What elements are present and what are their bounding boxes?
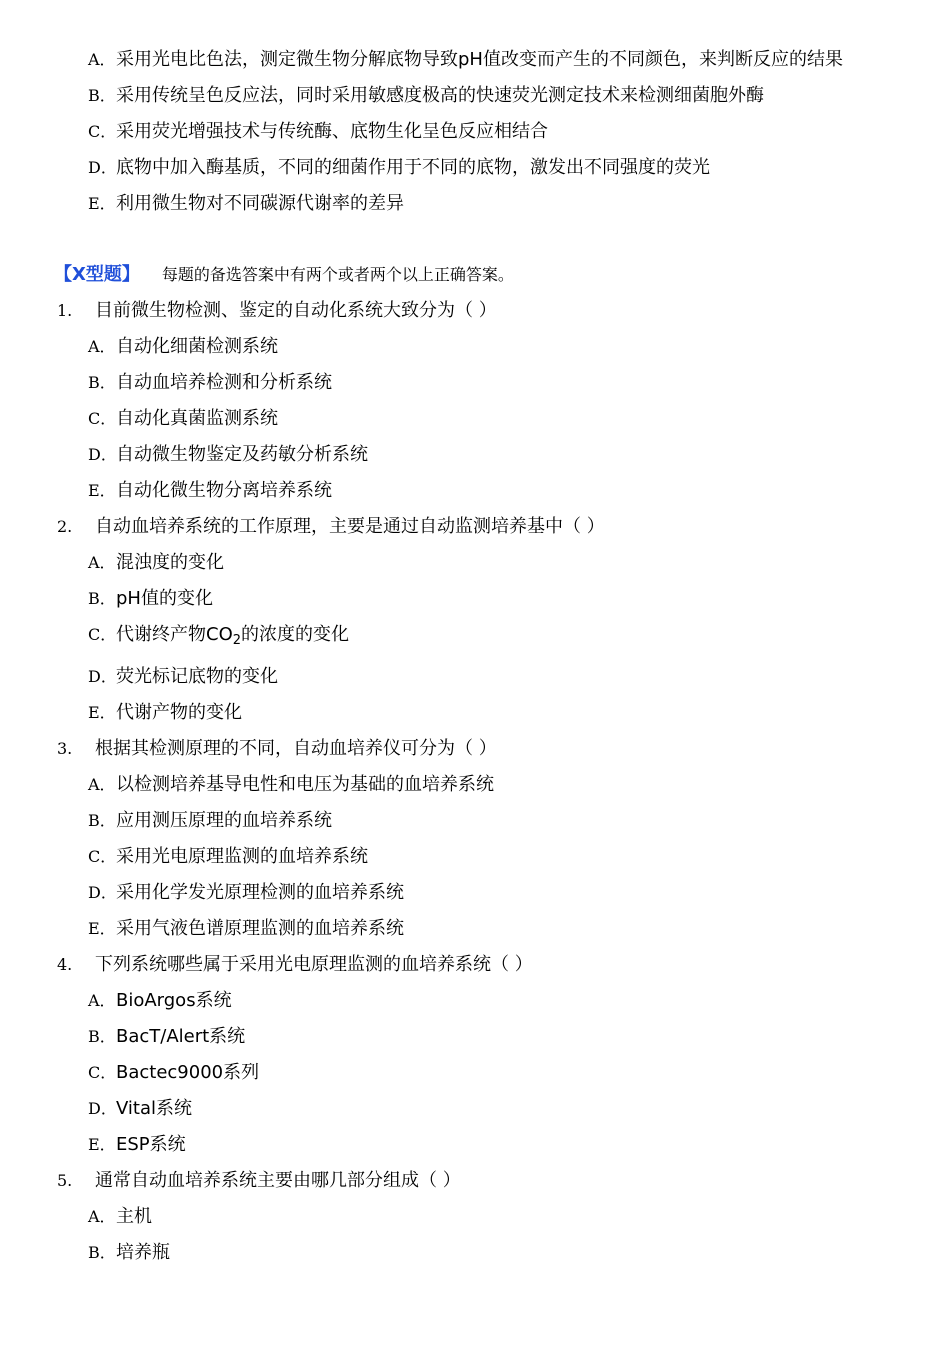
option-letter: C． (88, 409, 117, 428)
option-letter: A． (88, 337, 116, 356)
subscript: 2 (232, 633, 242, 648)
option-line (88, 476, 332, 506)
option-text: 利用微生物对不同碳源代谢率的差异 (116, 193, 404, 214)
option-line (88, 1238, 170, 1268)
option-line (88, 878, 404, 908)
option-letter: B． (88, 589, 116, 608)
question-number: 5. (57, 1171, 73, 1190)
option-letter: E． (88, 919, 116, 938)
option-text: 应用测压原理的血培养系统 (116, 810, 332, 831)
question-text: 通常自动血培养系统主要由哪几部分组成（ ） (95, 1170, 461, 1191)
option-text: pH值的变化 (116, 588, 213, 609)
option-letter: D． (88, 445, 117, 464)
option-text-after: 的浓度的变化 (241, 624, 350, 645)
question-text: 根据其检测原理的不同，自动血培养仪可分为（ ） (95, 738, 497, 759)
option-text: 培养瓶 (116, 1242, 170, 1263)
option-letter: E． (88, 703, 116, 722)
option-letter: A． (88, 991, 116, 1010)
option-letter: A． (88, 1207, 116, 1226)
question-number: 1. (57, 301, 73, 320)
section-description: 每题的备选答案中有两个或者两个以上正确答案。 (161, 265, 514, 284)
option-letter: B． (88, 373, 116, 392)
option-letter: C． (88, 122, 117, 141)
option-text: 自动化真菌监测系统 (116, 408, 278, 429)
option-letter: D． (88, 158, 117, 177)
option-line (88, 662, 278, 692)
option-text: 自动化细菌检测系统 (116, 336, 278, 357)
option-line (88, 842, 368, 872)
option-letter: E． (88, 1135, 116, 1154)
option-line (88, 332, 278, 362)
option-letter: A． (88, 775, 116, 794)
option-line (88, 117, 548, 147)
option-text: 采用气液色谱原理监测的血培养系统 (116, 918, 404, 939)
option-letter: D． (88, 667, 117, 686)
option-text (116, 624, 350, 648)
option-line (88, 1094, 192, 1124)
option-text: 自动化微生物分离培养系统 (116, 480, 332, 501)
question-text: 下列系统哪些属于采用光电原理监测的血培养系统（ ） (95, 954, 533, 975)
option-letter: C． (88, 625, 117, 644)
question-number: 3. (57, 739, 73, 758)
option-line (88, 620, 349, 650)
option-line (88, 440, 368, 470)
option-line (88, 986, 232, 1016)
option-text: Vital系统 (116, 1098, 193, 1119)
option-line (88, 189, 404, 219)
option-line (88, 1022, 245, 1052)
question-number: 2. (57, 517, 73, 536)
question-line (57, 950, 533, 980)
option-text: Bactec9000系列 (116, 1062, 260, 1083)
option-letter: D． (88, 1099, 117, 1118)
option-text: 自动血培养检测和分析系统 (116, 372, 332, 393)
option-text: 以检测培养基导电性和电压为基础的血培养系统 (116, 774, 494, 795)
option-letter: C． (88, 847, 117, 866)
option-text: 采用荧光增强技术与传统酶、底物生化呈色反应相结合 (116, 121, 548, 142)
option-line (88, 1130, 186, 1160)
option-text: 代谢产物的变化 (116, 702, 242, 723)
option-line (88, 1058, 259, 1088)
option-text-before: 代谢终产物CO (116, 624, 233, 645)
option-letter: E． (88, 481, 116, 500)
option-line (88, 914, 404, 944)
question-line (57, 1166, 461, 1196)
option-line (88, 81, 764, 111)
option-line (88, 698, 242, 728)
option-text: 采用光电原理监测的血培养系统 (116, 846, 368, 867)
section-tag: 【X型题】 (54, 264, 140, 285)
option-line (88, 584, 213, 614)
option-letter: B． (88, 1243, 116, 1262)
option-letter: C． (88, 1063, 117, 1082)
option-text: BacT/Alert系统 (116, 1026, 246, 1047)
question-line (57, 734, 497, 764)
option-line (88, 548, 224, 578)
question-number: 4. (57, 955, 73, 974)
option-text: 自动微生物鉴定及药敏分析系统 (116, 444, 368, 465)
option-letter: A． (88, 50, 116, 69)
option-text: 采用化学发光原理检测的血培养系统 (116, 882, 404, 903)
option-line (88, 806, 332, 836)
option-letter: B． (88, 811, 116, 830)
option-text: 混浊度的变化 (116, 552, 224, 573)
option-letter: E． (88, 194, 116, 213)
question-text: 目前微生物检测、鉴定的自动化系统大致分为（ ） (95, 300, 497, 321)
option-letter: A． (88, 553, 116, 572)
option-line (88, 368, 332, 398)
option-text: 底物中加入酶基质，不同的细菌作用于不同的底物，激发出不同强度的荧光 (116, 157, 710, 178)
option-letter: B． (88, 86, 116, 105)
option-line (88, 45, 843, 75)
option-line (88, 404, 278, 434)
option-text: 荧光标记底物的变化 (116, 666, 278, 687)
question-line (57, 296, 497, 326)
option-line (88, 1202, 152, 1232)
option-text: ESP系统 (116, 1134, 186, 1155)
option-letter: D． (88, 883, 117, 902)
option-text: 采用光电比色法，测定微生物分解底物导致pH值改变而产生的不同颜色，来判断反应的结果 (116, 49, 843, 70)
option-line (88, 153, 710, 183)
question-text: 自动血培养系统的工作原理，主要是通过自动监测培养基中（ ） (95, 516, 605, 537)
option-letter: B． (88, 1027, 116, 1046)
question-line (57, 512, 605, 542)
option-text: BioArgos系统 (116, 990, 232, 1011)
option-text: 主机 (116, 1206, 152, 1227)
option-text: 采用传统呈色反应法，同时采用敏感度极高的快速荧光测定技术来检测细菌胞外酶 (116, 85, 764, 106)
section-header (54, 260, 514, 290)
option-line (88, 770, 494, 800)
